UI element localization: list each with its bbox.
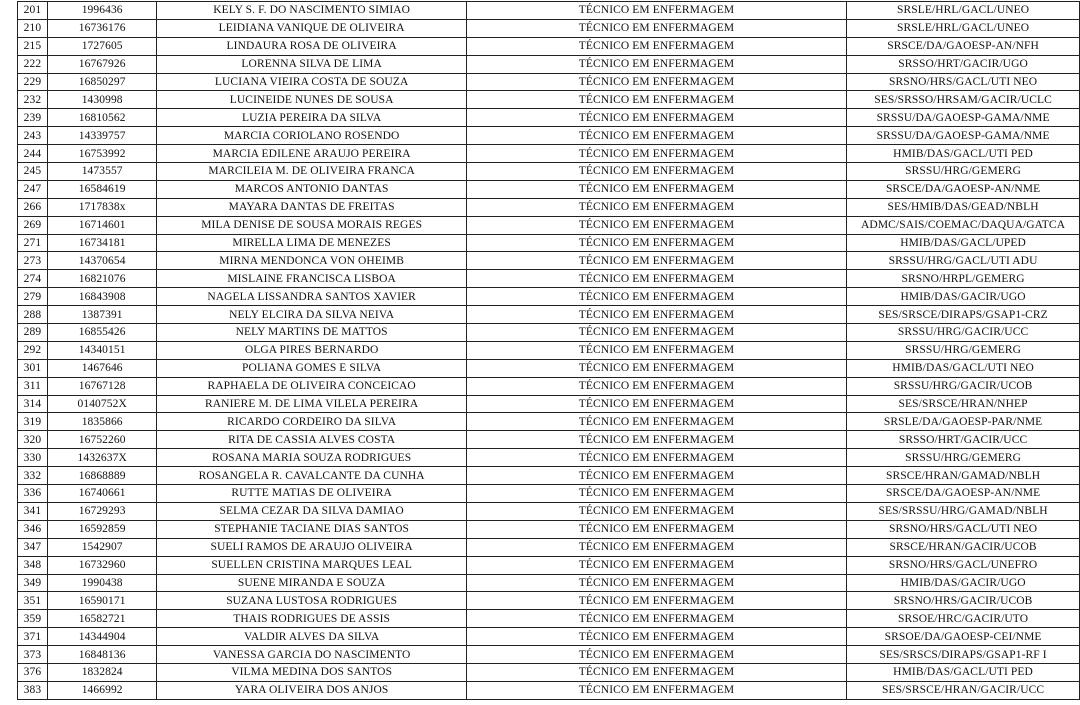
name-cell: MARCIA CORIOLANO ROSENDO [157, 127, 466, 145]
row-number-cell: 243 [18, 127, 48, 145]
table-row [18, 592, 1080, 610]
position-cell: TÉCNICO EM ENFERMAGEM [466, 216, 846, 234]
registration-cell: 16582721 [47, 610, 157, 628]
name-cell: SUZANA LUSTOSA RODRIGUES [157, 592, 466, 610]
registration-cell: 14344904 [47, 628, 157, 646]
row-number-cell: 288 [18, 306, 48, 324]
registration-cell: 1996436 [47, 2, 157, 20]
position-cell: TÉCNICO EM ENFERMAGEM [466, 467, 846, 485]
unit-cell: HMIB/DAS/GACL/UTI NEO [847, 359, 1080, 377]
row-number-cell: 348 [18, 556, 48, 574]
row-number-cell: 269 [18, 216, 48, 234]
name-cell: POLIANA GOMES E SILVA [157, 359, 466, 377]
position-cell: TÉCNICO EM ENFERMAGEM [466, 485, 846, 503]
unit-cell: SRSNO/HRS/GACIR/UCOB [847, 592, 1080, 610]
position-cell: TÉCNICO EM ENFERMAGEM [466, 252, 846, 270]
row-number-cell: 349 [18, 574, 48, 592]
position-cell: TÉCNICO EM ENFERMAGEM [466, 306, 846, 324]
position-cell: TÉCNICO EM ENFERMAGEM [466, 145, 846, 163]
table-row [18, 341, 1080, 359]
table-row [18, 377, 1080, 395]
position-cell: TÉCNICO EM ENFERMAGEM [466, 270, 846, 288]
row-number-cell: 373 [18, 646, 48, 664]
name-cell: NELY ELCIRA DA SILVA NEIVA [157, 306, 466, 324]
name-cell: MILA DENISE DE SOUSA MORAIS REGES [157, 216, 466, 234]
unit-cell: SRSSU/HRG/GEMERG [847, 449, 1080, 467]
registration-cell: 14339757 [47, 127, 157, 145]
table-row [18, 73, 1080, 91]
unit-cell: SRSCE/DA/GAOESP-AN/NME [847, 180, 1080, 198]
row-number-cell: 336 [18, 485, 48, 503]
registration-cell: 1432637X [47, 449, 157, 467]
registration-cell: 16821076 [47, 270, 157, 288]
unit-cell: HMIB/DAS/GACIR/UGO [847, 574, 1080, 592]
registration-cell: 16855426 [47, 324, 157, 342]
row-number-cell: 229 [18, 73, 48, 91]
name-cell: LUCIANA VIEIRA COSTA DE SOUZA [157, 73, 466, 91]
table-row [18, 663, 1080, 681]
position-cell: TÉCNICO EM ENFERMAGEM [466, 681, 846, 699]
name-cell: MARCOS ANTONIO DANTAS [157, 180, 466, 198]
position-cell: TÉCNICO EM ENFERMAGEM [466, 592, 846, 610]
unit-cell: SRSCE/DA/GAOESP-AN/NME [847, 485, 1080, 503]
row-number-cell: 359 [18, 610, 48, 628]
unit-cell: SES/SRSCE/DIRAPS/GSAP1-CRZ [847, 306, 1080, 324]
name-cell: SUELLEN CRISTINA MARQUES LEAL [157, 556, 466, 574]
registration-cell: 0140752X [47, 395, 157, 413]
unit-cell: SRSNO/HRS/GACL/UTI NEO [847, 520, 1080, 538]
unit-cell: SRSLE/DA/GAOESP-PAR/NME [847, 413, 1080, 431]
registration-cell: 1832824 [47, 663, 157, 681]
table-row [18, 502, 1080, 520]
unit-cell: SRSSU/HRG/GACIR/UCOB [847, 377, 1080, 395]
registration-cell: 1835866 [47, 413, 157, 431]
unit-cell: SRSNO/HRS/GACL/UTI NEO [847, 73, 1080, 91]
position-cell: TÉCNICO EM ENFERMAGEM [466, 431, 846, 449]
row-number-cell: 347 [18, 538, 48, 556]
row-number-cell: 341 [18, 502, 48, 520]
registration-cell: 1430998 [47, 91, 157, 109]
unit-cell: SRSSU/DA/GAOESP-GAMA/NME [847, 127, 1080, 145]
unit-cell: SES/SRSCE/HRAN/NHEP [847, 395, 1080, 413]
row-number-cell: 289 [18, 324, 48, 342]
position-cell: TÉCNICO EM ENFERMAGEM [466, 359, 846, 377]
unit-cell: SES/SRSCS/DIRAPS/GSAP1-RF I [847, 646, 1080, 664]
table-row [18, 395, 1080, 413]
position-cell: TÉCNICO EM ENFERMAGEM [466, 377, 846, 395]
position-cell: TÉCNICO EM ENFERMAGEM [466, 538, 846, 556]
position-cell: TÉCNICO EM ENFERMAGEM [466, 341, 846, 359]
row-number-cell: 311 [18, 377, 48, 395]
unit-cell: SES/SRSSO/HRSAM/GACIR/UCLC [847, 91, 1080, 109]
position-cell: TÉCNICO EM ENFERMAGEM [466, 163, 846, 181]
registration-cell: 1990438 [47, 574, 157, 592]
table-row [18, 431, 1080, 449]
position-cell: TÉCNICO EM ENFERMAGEM [466, 198, 846, 216]
name-cell: RAPHAELA DE OLIVEIRA CONCEICAO [157, 377, 466, 395]
registration-cell: 16590171 [47, 592, 157, 610]
name-cell: LUZIA PEREIRA DA SILVA [157, 109, 466, 127]
row-number-cell: 320 [18, 431, 48, 449]
name-cell: NAGELA LISSANDRA SANTOS XAVIER [157, 288, 466, 306]
table-row [18, 163, 1080, 181]
name-cell: VANESSA GARCIA DO NASCIMENTO [157, 646, 466, 664]
registration-cell: 16753992 [47, 145, 157, 163]
position-cell: TÉCNICO EM ENFERMAGEM [466, 127, 846, 145]
name-cell: MAYARA DANTAS DE FREITAS [157, 198, 466, 216]
name-cell: VILMA MEDINA DOS SANTOS [157, 663, 466, 681]
table-row [18, 610, 1080, 628]
registration-cell: 14370654 [47, 252, 157, 270]
registration-cell: 16843908 [47, 288, 157, 306]
table-row [18, 55, 1080, 73]
registration-cell: 1466992 [47, 681, 157, 699]
table-row [18, 2, 1080, 20]
unit-cell: SRSLE/HRL/GACL/UNEO [847, 2, 1080, 20]
registration-cell: 14340151 [47, 341, 157, 359]
unit-cell: SRSSU/HRG/GACIR/UCC [847, 324, 1080, 342]
name-cell: MIRNA MENDONCA VON OHEIMB [157, 252, 466, 270]
registration-cell: 16732960 [47, 556, 157, 574]
unit-cell: SES/SRSSU/HRG/GAMAD/NBLH [847, 502, 1080, 520]
name-cell: SELMA CEZAR DA SILVA DAMIAO [157, 502, 466, 520]
unit-cell: SRSSO/HRT/GACIR/UCC [847, 431, 1080, 449]
table-row [18, 306, 1080, 324]
position-cell: TÉCNICO EM ENFERMAGEM [466, 628, 846, 646]
unit-cell: HMIB/DAS/GACIR/UGO [847, 288, 1080, 306]
name-cell: MARCILEIA M. DE OLIVEIRA FRANCA [157, 163, 466, 181]
name-cell: RITA DE CASSIA ALVES COSTA [157, 431, 466, 449]
table-row [18, 485, 1080, 503]
row-number-cell: 210 [18, 19, 48, 37]
unit-cell: HMIB/DAS/GACL/UTI PED [847, 145, 1080, 163]
row-number-cell: 376 [18, 663, 48, 681]
table-row [18, 91, 1080, 109]
name-cell: ROSANA MARIA SOUZA RODRIGUES [157, 449, 466, 467]
name-cell: SUELI RAMOS DE ARAUJO OLIVEIRA [157, 538, 466, 556]
name-cell: NELY MARTINS DE MATTOS [157, 324, 466, 342]
table-row [18, 37, 1080, 55]
row-number-cell: 222 [18, 55, 48, 73]
row-number-cell: 266 [18, 198, 48, 216]
row-number-cell: 215 [18, 37, 48, 55]
row-number-cell: 271 [18, 234, 48, 252]
table-row [18, 145, 1080, 163]
table-row [18, 628, 1080, 646]
row-number-cell: 247 [18, 180, 48, 198]
position-cell: TÉCNICO EM ENFERMAGEM [466, 91, 846, 109]
name-cell: LINDAURA ROSA DE OLIVEIRA [157, 37, 466, 55]
row-number-cell: 332 [18, 467, 48, 485]
position-cell: TÉCNICO EM ENFERMAGEM [466, 520, 846, 538]
table-row [18, 681, 1080, 699]
row-number-cell: 351 [18, 592, 48, 610]
registration-cell: 1387391 [47, 306, 157, 324]
row-number-cell: 279 [18, 288, 48, 306]
unit-cell: SRSCE/HRAN/GACIR/UCOB [847, 538, 1080, 556]
position-cell: TÉCNICO EM ENFERMAGEM [466, 395, 846, 413]
row-number-cell: 273 [18, 252, 48, 270]
row-number-cell: 239 [18, 109, 48, 127]
registration-cell: 1542907 [47, 538, 157, 556]
registration-cell: 16767926 [47, 55, 157, 73]
position-cell: TÉCNICO EM ENFERMAGEM [466, 234, 846, 252]
table-row [18, 413, 1080, 431]
position-cell: TÉCNICO EM ENFERMAGEM [466, 55, 846, 73]
table-row [18, 270, 1080, 288]
name-cell: LEIDIANA VANIQUE DE OLIVEIRA [157, 19, 466, 37]
position-cell: TÉCNICO EM ENFERMAGEM [466, 2, 846, 20]
row-number-cell: 232 [18, 91, 48, 109]
position-cell: TÉCNICO EM ENFERMAGEM [466, 19, 846, 37]
position-cell: TÉCNICO EM ENFERMAGEM [466, 180, 846, 198]
unit-cell: SRSLE/HRL/GACL/UNEO [847, 19, 1080, 37]
name-cell: MISLAINE FRANCISCA LISBOA [157, 270, 466, 288]
position-cell: TÉCNICO EM ENFERMAGEM [466, 37, 846, 55]
registration-cell: 1717838x [47, 198, 157, 216]
employee-table [17, 1, 1080, 700]
name-cell: MIRELLA LIMA DE MENEZES [157, 234, 466, 252]
unit-cell: SRSSU/HRG/GACL/UTI ADU [847, 252, 1080, 270]
table-row [18, 198, 1080, 216]
position-cell: TÉCNICO EM ENFERMAGEM [466, 663, 846, 681]
position-cell: TÉCNICO EM ENFERMAGEM [466, 324, 846, 342]
name-cell: VALDIR ALVES DA SILVA [157, 628, 466, 646]
registration-cell: 16848136 [47, 646, 157, 664]
registration-cell: 16850297 [47, 73, 157, 91]
table-row [18, 359, 1080, 377]
name-cell: SUENE MIRANDA E SOUZA [157, 574, 466, 592]
table-row [18, 556, 1080, 574]
table-row [18, 574, 1080, 592]
registration-cell: 16734181 [47, 234, 157, 252]
unit-cell: SRSSU/HRG/GEMERG [847, 163, 1080, 181]
unit-cell: SES/HMIB/DAS/GEAD/NBLH [847, 198, 1080, 216]
unit-cell: SRSNO/HRPL/GEMERG [847, 270, 1080, 288]
position-cell: TÉCNICO EM ENFERMAGEM [466, 413, 846, 431]
row-number-cell: 245 [18, 163, 48, 181]
table-row [18, 127, 1080, 145]
name-cell: RUTTE MATIAS DE OLIVEIRA [157, 485, 466, 503]
table-row [18, 180, 1080, 198]
position-cell: TÉCNICO EM ENFERMAGEM [466, 73, 846, 91]
registration-cell: 16729293 [47, 502, 157, 520]
unit-cell: HMIB/DAS/GACL/UTI PED [847, 663, 1080, 681]
table-row [18, 520, 1080, 538]
row-number-cell: 346 [18, 520, 48, 538]
registration-cell: 16752260 [47, 431, 157, 449]
registration-cell: 16868889 [47, 467, 157, 485]
unit-cell: ADMC/SAIS/COEMAC/DAQUA/GATCA [847, 216, 1080, 234]
table-row [18, 288, 1080, 306]
name-cell: KELY S. F. DO NASCIMENTO SIMIAO [157, 2, 466, 20]
table-row [18, 538, 1080, 556]
position-cell: TÉCNICO EM ENFERMAGEM [466, 109, 846, 127]
table-row [18, 324, 1080, 342]
unit-cell: SRSSO/HRT/GACIR/UGO [847, 55, 1080, 73]
table-row [18, 109, 1080, 127]
name-cell: ROSANGELA R. CAVALCANTE DA CUNHA [157, 467, 466, 485]
unit-cell: SRSCE/DA/GAOESP-AN/NFH [847, 37, 1080, 55]
name-cell: RICARDO CORDEIRO DA SILVA [157, 413, 466, 431]
registration-cell: 1473557 [47, 163, 157, 181]
unit-cell: SRSNO/HRS/GACL/UNEFRO [847, 556, 1080, 574]
table-row [18, 216, 1080, 234]
row-number-cell: 319 [18, 413, 48, 431]
name-cell: RANIERE M. DE LIMA VILELA PEREIRA [157, 395, 466, 413]
unit-cell: SRSCE/HRAN/GAMAD/NBLH [847, 467, 1080, 485]
unit-cell: SRSSU/DA/GAOESP-GAMA/NME [847, 109, 1080, 127]
table-row [18, 449, 1080, 467]
table-row [18, 252, 1080, 270]
position-cell: TÉCNICO EM ENFERMAGEM [466, 646, 846, 664]
row-number-cell: 244 [18, 145, 48, 163]
position-cell: TÉCNICO EM ENFERMAGEM [466, 574, 846, 592]
position-cell: TÉCNICO EM ENFERMAGEM [466, 449, 846, 467]
registration-cell: 1727605 [47, 37, 157, 55]
name-cell: STEPHANIE TACIANE DIAS SANTOS [157, 520, 466, 538]
table-row [18, 234, 1080, 252]
registration-cell: 16736176 [47, 19, 157, 37]
position-cell: TÉCNICO EM ENFERMAGEM [466, 288, 846, 306]
registration-cell: 16810562 [47, 109, 157, 127]
name-cell: LORENNA SILVA DE LIMA [157, 55, 466, 73]
table-row [18, 646, 1080, 664]
name-cell: MARCIA EDILENE ARAUJO PEREIRA [157, 145, 466, 163]
unit-cell: SRSSU/HRG/GEMERG [847, 341, 1080, 359]
registration-cell: 1467646 [47, 359, 157, 377]
row-number-cell: 371 [18, 628, 48, 646]
name-cell: LUCINEIDE NUNES DE SOUSA [157, 91, 466, 109]
row-number-cell: 292 [18, 341, 48, 359]
row-number-cell: 314 [18, 395, 48, 413]
registration-cell: 16714601 [47, 216, 157, 234]
row-number-cell: 301 [18, 359, 48, 377]
unit-cell: HMIB/DAS/GACL/UPED [847, 234, 1080, 252]
table-row [18, 19, 1080, 37]
registration-cell: 16592859 [47, 520, 157, 538]
position-cell: TÉCNICO EM ENFERMAGEM [466, 502, 846, 520]
unit-cell: SRSOE/HRC/GACIR/UTO [847, 610, 1080, 628]
unit-cell: SRSOE/DA/GAOESP-CEI/NME [847, 628, 1080, 646]
row-number-cell: 201 [18, 2, 48, 20]
row-number-cell: 274 [18, 270, 48, 288]
name-cell: OLGA PIRES BERNARDO [157, 341, 466, 359]
employee-table-body [18, 2, 1080, 700]
position-cell: TÉCNICO EM ENFERMAGEM [466, 556, 846, 574]
registration-cell: 16767128 [47, 377, 157, 395]
position-cell: TÉCNICO EM ENFERMAGEM [466, 610, 846, 628]
registration-cell: 16584619 [47, 180, 157, 198]
row-number-cell: 383 [18, 681, 48, 699]
name-cell: THAIS RODRIGUES DE ASSIS [157, 610, 466, 628]
row-number-cell: 330 [18, 449, 48, 467]
name-cell: YARA OLIVEIRA DOS ANJOS [157, 681, 466, 699]
registration-cell: 16740661 [47, 485, 157, 503]
unit-cell: SES/SRSCE/HRAN/GACIR/UCC [847, 681, 1080, 699]
table-row [18, 467, 1080, 485]
